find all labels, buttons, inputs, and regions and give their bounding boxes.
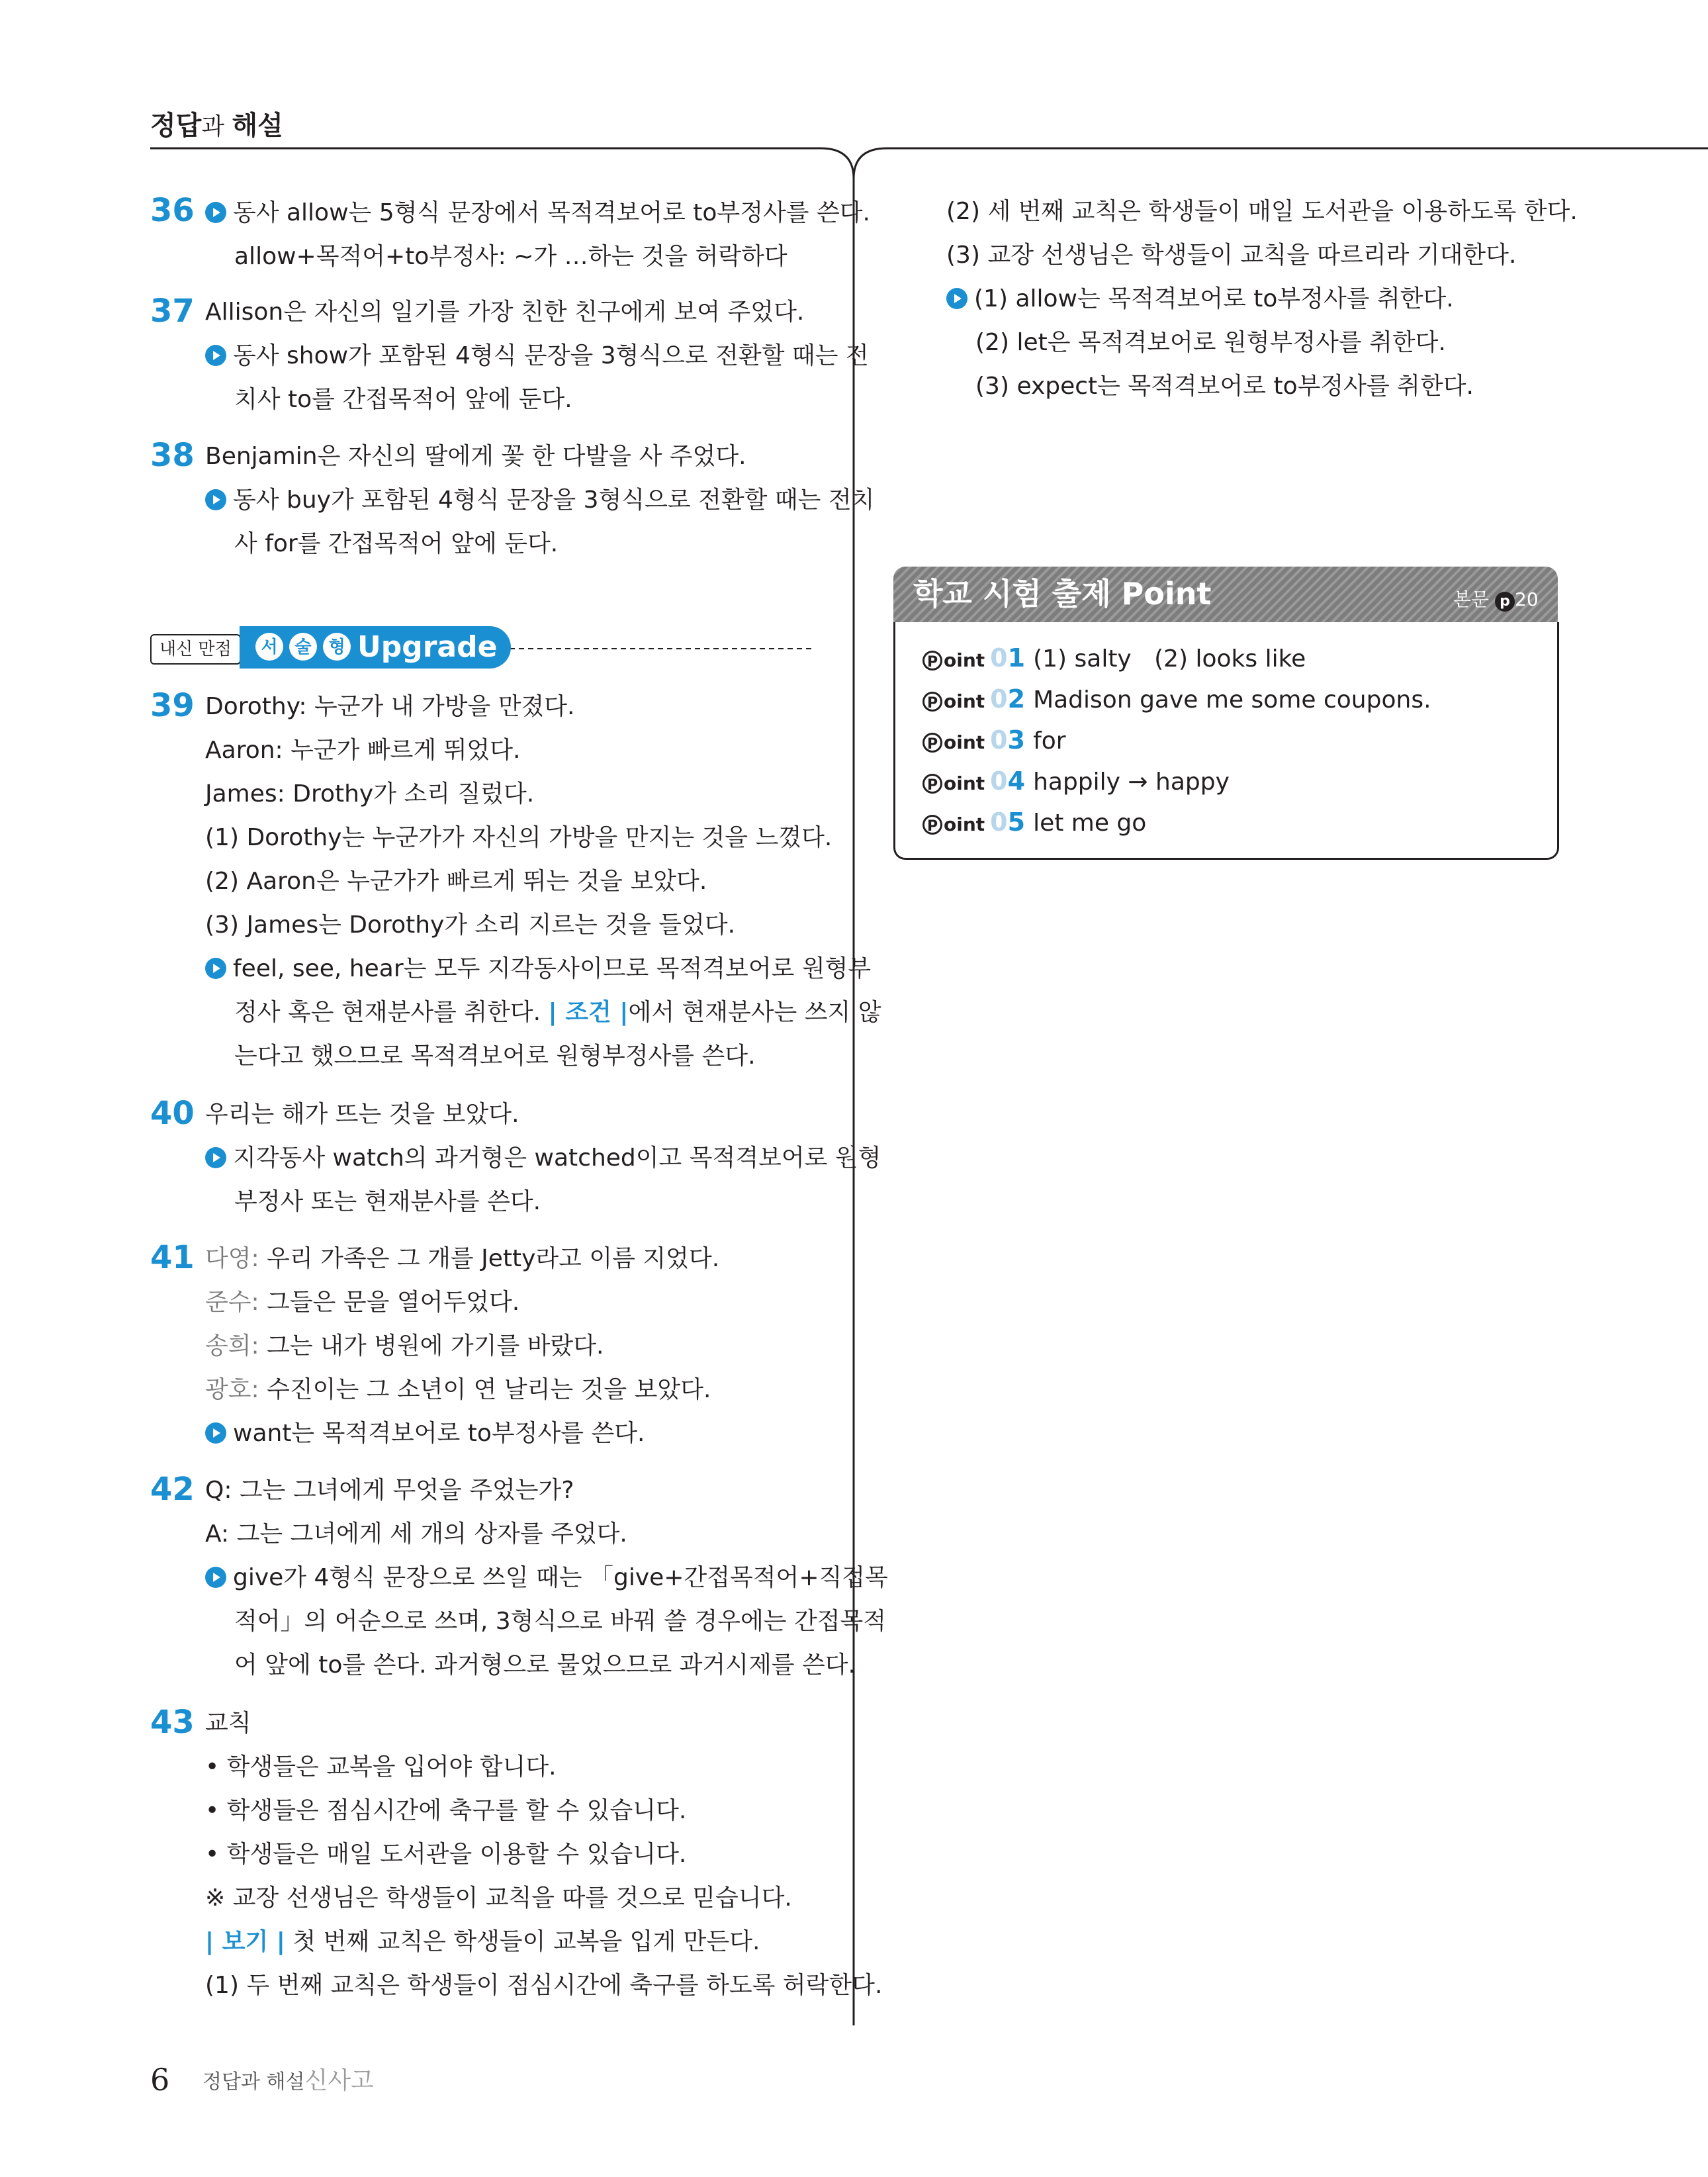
point-number-zero: 0 bbox=[990, 808, 1008, 837]
speaker-name: 광호: bbox=[205, 1376, 267, 1403]
answer-line bbox=[205, 1927, 760, 1957]
answer-line: (2) Aaron은 누군가가 빠르게 뛰는 것을 보았다. bbox=[205, 868, 707, 895]
point-answer: (1) salty (2) looks like bbox=[1033, 645, 1306, 672]
point-number-zero: 0 bbox=[990, 725, 1008, 755]
answer-line bbox=[205, 1375, 711, 1405]
answer-line: (3) 교장 선생님은 학생들이 교칙을 따르리라 기대한다. bbox=[946, 242, 1517, 269]
point-logo-word: oint bbox=[944, 772, 985, 794]
point-number bbox=[990, 684, 1025, 714]
answer-line bbox=[205, 1244, 719, 1274]
answer-line bbox=[205, 342, 869, 371]
answer-line: (3) expect는 목적격보어로 to부정사를 취한다. bbox=[975, 373, 1474, 400]
explanation-text: 동사 allow는 5형식 문장에서 목적격보어로 to부정사를 쓴다. bbox=[233, 199, 870, 226]
answer-line: 교칙 bbox=[205, 1710, 251, 1737]
question-number: 40 bbox=[150, 1095, 195, 1132]
answer-line: 사 for를 간접목적어 앞에 둔다. bbox=[234, 530, 559, 557]
point-logo-p: P bbox=[922, 651, 942, 671]
circle-char: 형 bbox=[323, 633, 351, 661]
point-item bbox=[922, 725, 1066, 757]
point-logo-word: oint bbox=[944, 813, 985, 835]
answer-line bbox=[205, 954, 871, 984]
answer-line: allow+목적어+to부정사: ~가 …하는 것을 허락하다 bbox=[234, 243, 787, 270]
point-number-zero: 0 bbox=[990, 684, 1008, 714]
point-number-digit: 4 bbox=[1007, 766, 1026, 796]
point-logo bbox=[922, 646, 985, 675]
point-box-ref bbox=[1453, 586, 1539, 613]
point-item bbox=[922, 684, 1431, 716]
arrow-icon bbox=[205, 1422, 226, 1444]
explanation-text: 동사 buy가 포함된 4형식 문장을 3형식으로 전환할 때는 전치 bbox=[233, 486, 875, 514]
answer-line: Allison은 자신의 일기를 가장 친한 친구에게 보여 주었다. bbox=[205, 299, 805, 326]
explanation-text: give가 4형식 문장으로 쓰일 때는 「give+간접목적어+직접목 bbox=[233, 1564, 888, 1591]
speaker-name: 다영: bbox=[205, 1245, 267, 1272]
header-word-1: 정답 bbox=[150, 111, 202, 141]
answer-line bbox=[946, 285, 1454, 314]
circle-char: 서 bbox=[255, 633, 283, 661]
point-number bbox=[990, 725, 1025, 755]
answer-text: 첫 번째 교칙은 학생들이 교복을 입게 만든다. bbox=[285, 1928, 760, 1955]
circle-char: 술 bbox=[289, 633, 317, 661]
point-answer: let me go bbox=[1033, 810, 1147, 837]
answer-line: 부정사 또는 현재분사를 쓴다. bbox=[234, 1188, 541, 1215]
answer-line: 적어」의 어순으로 쓰며, 3형식으로 바꿔 쓸 경우에는 간접목적 bbox=[234, 1608, 887, 1635]
question-number: 39 bbox=[150, 687, 195, 724]
answer-line: ※ 교장 선생님은 학생들이 교칙을 따를 것으로 믿습니다. bbox=[205, 1884, 792, 1912]
header-word-2: 과 bbox=[201, 113, 232, 140]
naesin-tag bbox=[150, 634, 241, 665]
point-logo-text: Point bbox=[1121, 576, 1212, 612]
answer-line bbox=[205, 1563, 888, 1593]
footer-book bbox=[202, 2068, 374, 2096]
answer-line: A: 그는 그녀에게 세 개의 상자를 주었다. bbox=[205, 1520, 627, 1548]
point-logo bbox=[922, 769, 985, 798]
answer-line: Aaron: 누군가 빠르게 뛰었다. bbox=[205, 737, 521, 764]
answer-line bbox=[205, 1332, 604, 1361]
example-label: | 보기 | bbox=[205, 1928, 285, 1955]
answer-line: (1) Dorothy는 누군가가 자신의 가방을 만지는 것을 느꼈다. bbox=[205, 824, 832, 851]
answer-text: 그는 내가 병원에 가기를 바랐다. bbox=[267, 1332, 604, 1360]
answer-line: 는다고 했으므로 목적격보어로 원형부정사를 쓴다. bbox=[234, 1042, 756, 1070]
explanation-text: feel, see, hear는 모두 지각동사이므로 목적격보어로 원형부 bbox=[233, 955, 872, 982]
point-logo-p: P bbox=[922, 774, 942, 794]
point-number-digit: 1 bbox=[1007, 643, 1026, 672]
point-logo bbox=[922, 728, 985, 757]
arrow-icon bbox=[205, 345, 226, 366]
answer-line bbox=[205, 1419, 645, 1448]
page-number: 6 bbox=[150, 2062, 170, 2098]
upgrade-circles bbox=[255, 633, 351, 662]
answer-line: (1) 두 번째 교칙은 학생들이 점심시간에 축구를 하도록 허락한다. bbox=[205, 1972, 883, 1999]
footer-book-title: 정답과 해설 bbox=[202, 2070, 305, 2094]
ref-page: 20 bbox=[1515, 588, 1539, 610]
answer-line: (2) let은 목적격보어로 원형부정사를 취한다. bbox=[975, 329, 1446, 356]
arrow-icon bbox=[205, 1147, 226, 1168]
point-box-title bbox=[913, 571, 1212, 617]
arrow-icon bbox=[205, 958, 226, 979]
point-logo-p: P bbox=[922, 815, 942, 835]
point-item bbox=[922, 808, 1146, 839]
naesin-tag-label: 내신 만점 bbox=[159, 639, 232, 659]
point-logo-p: P bbox=[922, 733, 942, 753]
explanation-text: 지각동사 watch의 과거형은 watched이고 목적격보어로 원형 bbox=[233, 1144, 881, 1172]
point-number bbox=[990, 766, 1025, 796]
question-number: 36 bbox=[150, 192, 195, 229]
point-item bbox=[922, 643, 1306, 675]
upgrade-label: Upgrade bbox=[357, 630, 498, 664]
point-item bbox=[922, 766, 1230, 798]
question-number: 41 bbox=[150, 1239, 195, 1276]
point-logo-p: P bbox=[922, 692, 942, 712]
point-logo-word: oint bbox=[944, 731, 985, 753]
explanation-text: 에서 현재분사는 쓰지 않 bbox=[628, 999, 881, 1026]
answer-line: Benjamin은 자신의 딸에게 꽃 한 다발을 사 주었다. bbox=[205, 443, 746, 470]
point-number bbox=[990, 808, 1025, 837]
point-logo-word: oint bbox=[944, 690, 985, 712]
point-answer: Madison gave me some coupons. bbox=[1033, 686, 1431, 714]
answer-line: • 학생들은 점심시간에 축구를 할 수 있습니다. bbox=[205, 1797, 687, 1824]
point-number-digit: 3 bbox=[1007, 725, 1026, 755]
answer-line: 치사 to를 간접목적어 앞에 둔다. bbox=[234, 386, 572, 413]
condition-label: | 조건 | bbox=[548, 999, 629, 1026]
answer-line bbox=[234, 998, 881, 1027]
answer-line: 어 앞에 to를 쓴다. 과거형으로 물었으므로 과거시제를 쓴다. bbox=[234, 1651, 856, 1679]
answer-line: 우리는 해가 뜨는 것을 보았다. bbox=[205, 1101, 519, 1128]
arrow-icon bbox=[205, 202, 226, 223]
answer-line bbox=[205, 1144, 881, 1173]
point-answer: for bbox=[1033, 727, 1066, 755]
point-number-digit: 5 bbox=[1007, 808, 1026, 837]
point-number-zero: 0 bbox=[990, 766, 1008, 796]
question-number: 37 bbox=[150, 293, 195, 330]
point-logo bbox=[922, 810, 985, 839]
ref-label: 본문 bbox=[1453, 588, 1490, 610]
question-number: 42 bbox=[150, 1471, 195, 1508]
answer-line: • 학생들은 교복을 입어야 합니다. bbox=[205, 1753, 557, 1781]
answer-line: • 학생들은 매일 도서관을 이용할 수 있습니다. bbox=[205, 1841, 687, 1868]
answer-line: Dorothy: 누군가 내 가방을 만졌다. bbox=[205, 693, 575, 720]
arrow-icon bbox=[205, 489, 226, 510]
point-logo bbox=[922, 687, 985, 716]
speaker-name: 준수: bbox=[205, 1289, 267, 1316]
footer-brand: 신사고 bbox=[304, 2067, 374, 2094]
explanation-text: 정사 혹은 현재분사를 취한다. bbox=[234, 999, 549, 1026]
answer-text: 우리 가족은 그 개를 Jetty라고 이름 지었다. bbox=[267, 1245, 720, 1272]
answer-line: Q: 그는 그녀에게 무엇을 주었는가? bbox=[205, 1477, 574, 1504]
answer-line: (2) 세 번째 교칙은 학생들이 매일 도서관을 이용하도록 한다. bbox=[946, 198, 1578, 225]
answer-line bbox=[205, 199, 870, 228]
point-answer: happily → happy bbox=[1033, 768, 1230, 796]
point-number bbox=[990, 643, 1025, 672]
question-number: 38 bbox=[150, 437, 195, 474]
answer-text: 그들은 문을 열어두었다. bbox=[267, 1289, 520, 1316]
point-logo-word: oint bbox=[944, 649, 985, 671]
point-box-title-text: 학교 시험 출제 bbox=[913, 576, 1111, 612]
arrow-icon bbox=[946, 288, 967, 309]
explanation-text: (1) allow는 목적격보어로 to부정사를 취한다. bbox=[974, 285, 1454, 312]
header-word-3: 해설 bbox=[232, 111, 283, 141]
question-number: 43 bbox=[150, 1704, 195, 1741]
explanation-text: want는 목적격보어로 to부정사를 쓴다. bbox=[233, 1420, 645, 1447]
answer-line: (3) James는 Dorothy가 소리 지르는 것을 들었다. bbox=[205, 911, 736, 939]
explanation-text: 동사 show가 포함된 4형식 문장을 3형식으로 전환할 때는 전 bbox=[233, 342, 869, 369]
answer-line bbox=[205, 486, 874, 515]
speaker-name: 송희: bbox=[205, 1332, 267, 1360]
point-number-digit: 2 bbox=[1007, 684, 1026, 714]
page-icon: p bbox=[1495, 592, 1515, 612]
point-number-zero: 0 bbox=[990, 643, 1008, 672]
answer-text: 수진이는 그 소년이 연 날리는 것을 보았다. bbox=[267, 1376, 711, 1403]
arrow-icon bbox=[205, 1567, 226, 1588]
answer-line: James: Drothy가 소리 질렀다. bbox=[205, 780, 535, 808]
answer-line bbox=[205, 1288, 519, 1317]
